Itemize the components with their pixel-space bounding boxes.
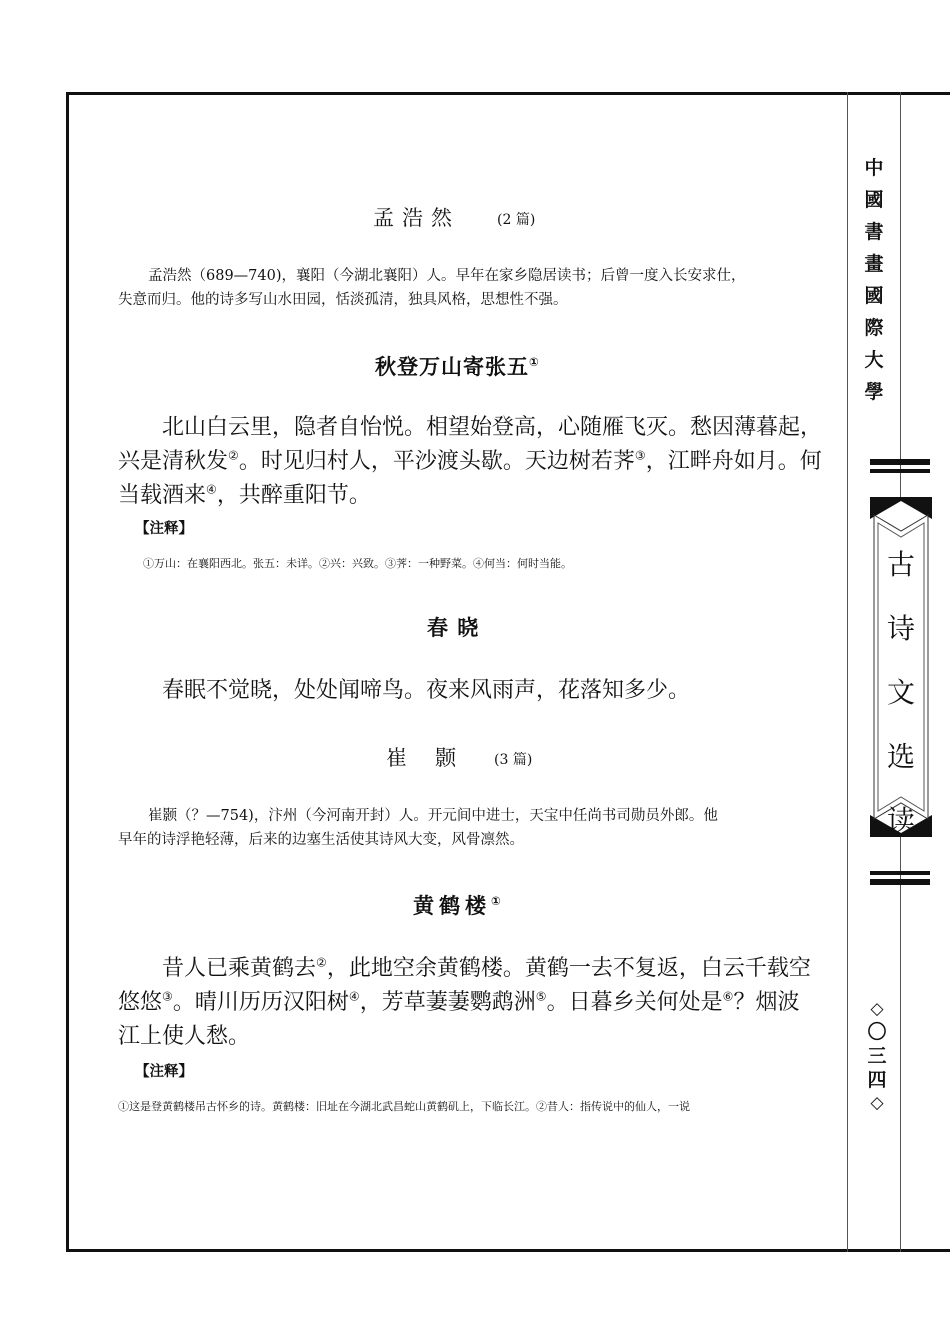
diamond-icon: ◇ [870, 999, 884, 1019]
author-intro-line: 早年的诗浮艳轻薄，后来的边塞生活使其诗风大变，风骨凛然。 [118, 832, 524, 848]
poem-text: 悠悠 [118, 990, 163, 1015]
page-number [862, 998, 892, 1114]
poem-line: 北山白云里，隐者自怡悦。相望始登高，心随雁飞灭。愁因薄暮起， [162, 415, 823, 440]
poem-title-text: 黄鹤楼 [413, 894, 491, 918]
title-char: 畫 [864, 253, 884, 275]
page-number-char: 四 [867, 1069, 887, 1091]
banner-char: 读 [886, 804, 915, 837]
footnote-mark: ④ [348, 989, 360, 1004]
poem-title [375, 351, 540, 381]
poem-text: ，芳草萋萋鹦鹉洲 [359, 990, 536, 1015]
poem-line [118, 986, 799, 1020]
poem-text: 。日暮乡关何处是 [546, 990, 723, 1015]
poem-title: 春 晓 [427, 616, 480, 640]
poem-line [162, 952, 811, 986]
footnote-mark: ⑤ [535, 989, 547, 1004]
author-name: 孟浩然 [373, 206, 460, 230]
title-char: 書 [864, 221, 884, 243]
footnote-mark: ② [316, 955, 327, 970]
poem-count: (2 篇) [497, 212, 536, 228]
banner-char: 古 [886, 548, 915, 581]
poem-text: 。晴川历历汉阳树 [172, 990, 349, 1015]
footnote-mark: ④ [206, 482, 217, 497]
poem-text: ？烟波 [733, 990, 800, 1015]
author-name: 崔颢 [386, 746, 484, 770]
diamond-icon: ◇ [870, 1093, 884, 1113]
poem-title [413, 890, 506, 920]
author-intro-line: 失意而归。他的诗多写山水田园，恬淡孤清，独具风格，思想性不强。 [118, 292, 568, 308]
banner-text [870, 533, 932, 853]
footnote-mark: ③ [634, 448, 646, 463]
author-intro-line: 崔颢（？—754)，汴州（今河南开封）人。开元间中进士，天宝中任尚书司勋员外郎。他 [148, 808, 718, 824]
banner-top-bar [870, 459, 930, 465]
footnote-mark: ② [228, 448, 239, 463]
poem-line: 春眠不觉晓，处处闻啼鸟。夜来风雨声，花落知多少。 [162, 678, 691, 703]
poem-count: (3 篇) [494, 752, 533, 768]
banner-char: 选 [886, 740, 915, 773]
title-char: 中 [864, 157, 884, 179]
banner-bottom-bar-thin [870, 871, 930, 875]
notes-text: ①这是登黄鹤楼吊古怀乡的诗。黄鹤楼：旧址在今湖北武昌蛇山黄鹤矶上，下临长江。②昔人：指传说中的仙人，一说 [118, 1100, 690, 1113]
poem-text: ，此地空余黄鹤楼。黄鹤一去不复返，白云千载空 [326, 956, 811, 981]
poem-text: 昔人已乘黄鹤去 [162, 956, 317, 981]
footnote-mark: ③ [162, 989, 173, 1004]
poem-text: ，共醉重阳节。 [216, 483, 371, 508]
author-intro-line: 孟浩然（689—740)，襄阳（今湖北襄阳）人。早年在家乡隐居读书；后曾一度入长安求仕， [148, 268, 746, 284]
footnote-mark: ⑥ [722, 989, 734, 1004]
title-char: 際 [864, 317, 884, 339]
notes-text: ①万山：在襄阳西北。张五：未详。②兴：兴致。③荠：一种野菜。④何当：何时当能。 [143, 557, 572, 570]
sidebar-publisher-title [852, 152, 896, 408]
poem-title-text: 秋登万山寄张五 [375, 355, 529, 379]
notes-header: 【注释】 [135, 1064, 193, 1080]
banner-bottom-bar [870, 879, 930, 885]
poem-line: 江上使人愁。 [118, 1024, 251, 1049]
page-number-char: 〇 [867, 1021, 887, 1043]
poem-line [118, 445, 822, 479]
footnote-mark: ① [491, 894, 506, 908]
title-char: 大 [864, 349, 884, 371]
title-char: 國 [864, 189, 884, 211]
title-char: 學 [864, 381, 884, 403]
banner-top-bar-thin [870, 469, 930, 473]
poem-text: 兴是清秋发 [118, 449, 229, 474]
poem-line [118, 479, 371, 513]
poem-text: 。时见归村人，平沙渡头歇。天边树若荠 [238, 449, 635, 474]
notes-header: 【注释】 [135, 521, 193, 537]
poem-text: ，江畔舟如月。何 [645, 449, 822, 474]
poem-text: 当载酒来 [118, 483, 207, 508]
page-number-char: 三 [867, 1045, 887, 1067]
banner-char: 文 [886, 676, 915, 709]
book-title-banner [870, 497, 932, 837]
footnote-mark: ① [529, 355, 540, 369]
banner-char: 诗 [886, 612, 915, 645]
title-char: 國 [864, 285, 884, 307]
